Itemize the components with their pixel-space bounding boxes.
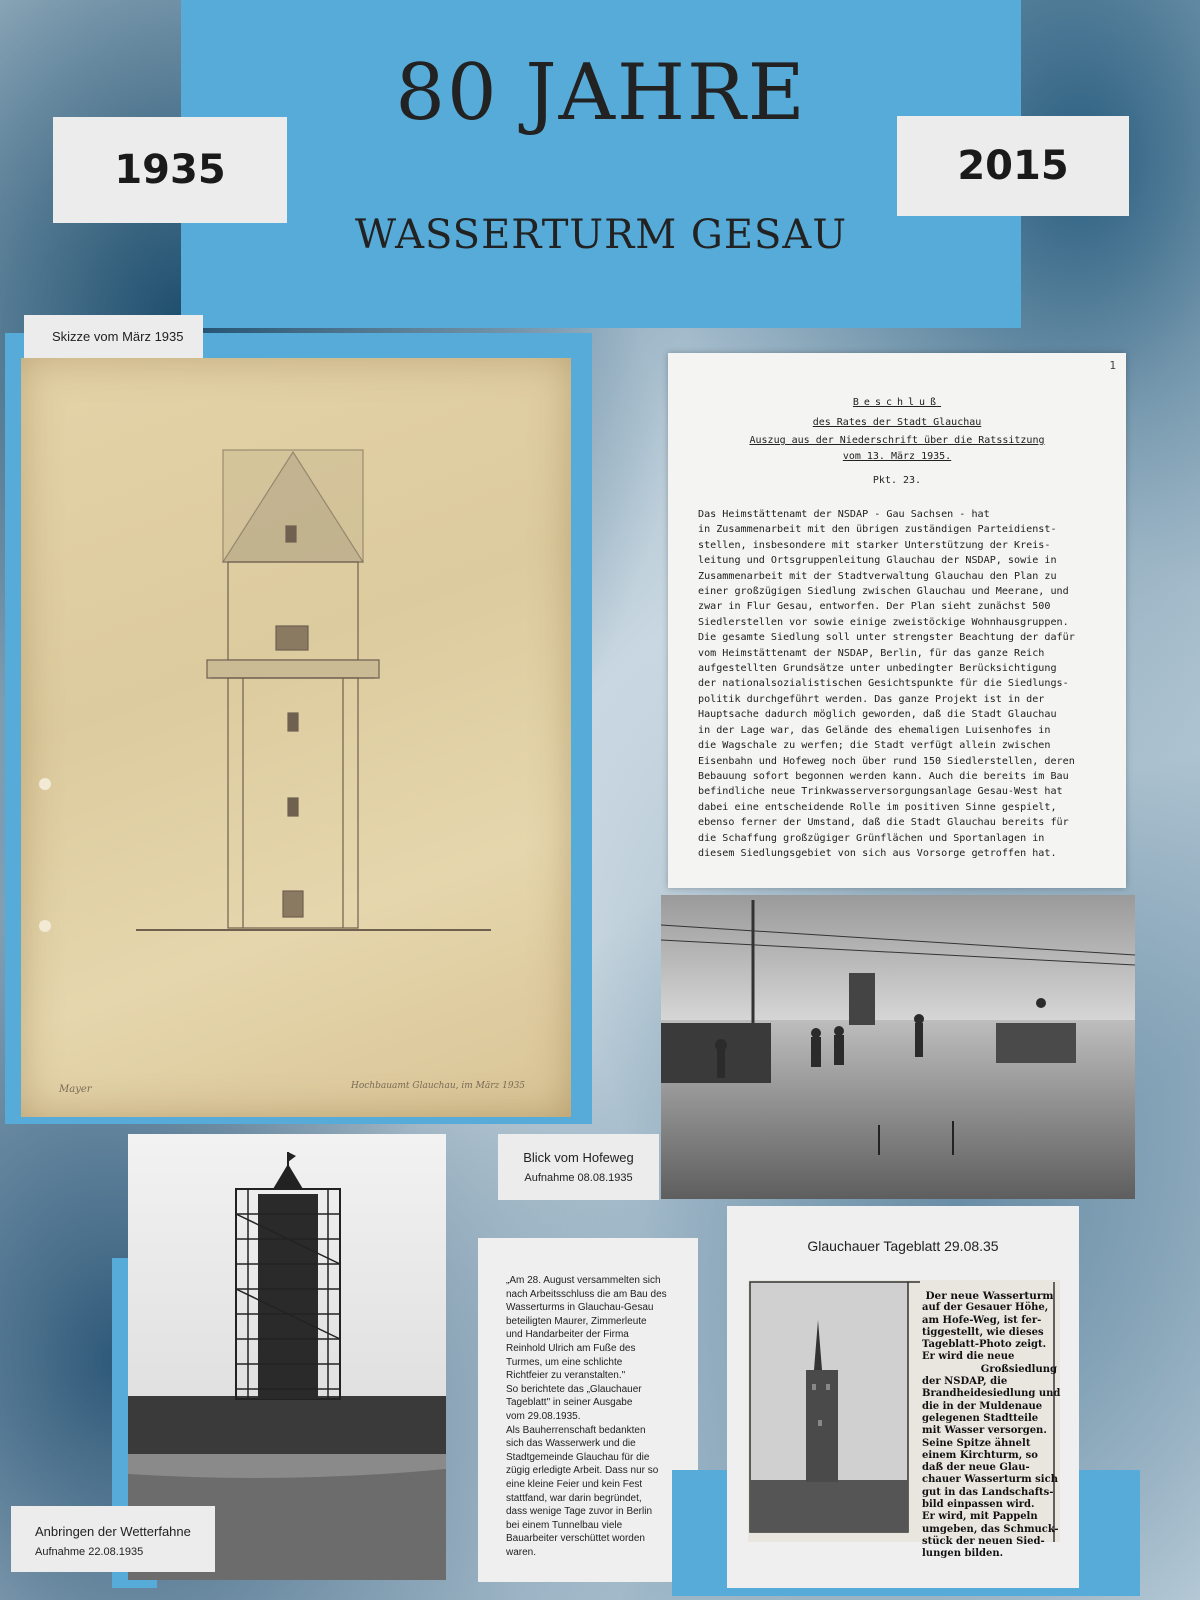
quote-card <box>478 1238 698 1582</box>
quote-line: Tageblatt" in seiner Ausgabe <box>506 1397 633 1409</box>
quote-line: „Am 28. August versammelten sich <box>506 1275 661 1286</box>
council-document <box>668 353 1126 888</box>
document-line: Das Heimstättenamt der NSDAP - Gau Sachsen - hat <box>698 509 990 520</box>
page-number: 1 <box>1109 359 1116 372</box>
document-line: der nationalsozialistischen Gesichtspunkte für die Siedlungs- <box>698 678 1069 690</box>
svg-text:Mayer: Mayer <box>59 1084 92 1095</box>
wetterfahne-caption-title: Anbringen der Wetterfahne <box>35 1524 191 1539</box>
wetterfahne-caption-date: Aufnahme 22.08.1935 <box>35 1546 144 1558</box>
document-body <box>698 507 1108 861</box>
quote-line: So berichtete das „Glauchauer <box>506 1383 642 1395</box>
document-line: die Schaffung großzügiger Grünflächen und Sportanlagen in <box>698 832 1045 844</box>
document-heading: Beschluß <box>852 397 942 408</box>
quote-line: bei einem Tunnelbau viele <box>506 1519 623 1531</box>
document-line: leitung und Ortsgruppenleitung Glauchau der NSDAP, sowie in <box>698 555 1057 567</box>
tageblatt-line: einem Kirchturm, so <box>922 1449 1038 1461</box>
punch-hole <box>39 920 51 932</box>
quote-line: sich das Wasserwerk und die <box>506 1438 636 1450</box>
document-line: Bebauung sofort begonnen werden kann. Auch die bereits im Bau <box>698 770 1069 782</box>
sketch-drawing <box>21 358 571 1117</box>
document-extract-line2: vom 13. März 1935. <box>842 451 952 462</box>
tageblatt-line: mit Wasser versorgen. <box>922 1425 1047 1437</box>
document-line: aufgestellten Grundsätze unter unbedingter Berücksichtigung <box>698 663 1057 675</box>
poster-title: 80 JAHRE <box>395 48 807 138</box>
quote-line: Wasserturms in Glauchau-Gesau <box>506 1302 654 1314</box>
hofeweg-caption <box>498 1134 659 1200</box>
year-end-card: 2015 <box>897 116 1129 216</box>
quote-line: Stadtgemeinde Glauchau für die <box>506 1451 650 1463</box>
document-point: Pkt. 23. <box>872 475 922 486</box>
document-extract-line1: Auszug aus der Niederschrift über die Ratssitzung <box>749 435 1045 446</box>
document-line: Eisenbahn und Hofeweg noch über rund 150 Siedlerstellen, deren <box>698 755 1075 767</box>
tageblatt-line: Er wird, mit Pappeln <box>922 1511 1038 1523</box>
tageblatt-line: gelegenen Stadtteile <box>922 1412 1039 1424</box>
document-line: diesem Siedlungsgebiet von sich aus Vorsorge getroffen hat. <box>698 847 1057 859</box>
quote-line: Turmes, um eine schlichte <box>506 1356 623 1368</box>
tageblatt-line: Großsiedlung <box>980 1363 1057 1375</box>
tageblatt-line: die in der Muldenaue <box>922 1400 1043 1412</box>
tageblatt-line: auf der Gesauer Höhe, <box>922 1302 1049 1314</box>
document-line: die Wagschale zu werfen; die Stadt verfügt allein zwischen <box>698 740 1051 752</box>
water-tower-sketch <box>21 358 571 1117</box>
tageblatt-line: bild einpassen wird. <box>922 1499 1035 1511</box>
document-line: ebenso ferner der Umstand, daß die Stadt Glauchau bereits für <box>698 817 1069 829</box>
document-line: politik durchgeführt werden. Das ganze Projekt ist in der <box>698 693 1045 705</box>
document-subheading: des Rates der Stadt Glauchau <box>812 417 982 428</box>
hofeweg-caption-date: Aufnahme 08.08.1935 <box>524 1172 633 1184</box>
hofeweg-photo <box>661 895 1135 1199</box>
sketch-caption: Skizze vom März 1935 <box>24 315 203 358</box>
tageblatt-line: der NSDAP, die <box>922 1376 1008 1388</box>
document-line: Siedlerstellen vor sowie einige zweistöckige Wohnhausgruppen. <box>698 616 1069 628</box>
quote-line: zügig erledigte Arbeit. Dass nur so <box>506 1465 659 1477</box>
tageblatt-headline: Der neue Wasserturm <box>925 1290 1054 1302</box>
quote-line: beteiligten Maurer, Zimmerleute <box>506 1315 647 1327</box>
document-line: in der Lage war, das Gelände des ehemaligen Luisenhofes in <box>698 724 1051 736</box>
tageblatt-line: stück der neuen Sied- <box>922 1535 1045 1547</box>
quote-line: waren. <box>506 1546 537 1558</box>
tageblatt-line: am Hofe-Weg, ist fer- <box>922 1314 1042 1326</box>
document-line: stellen, insbesondere mit starker Unterstützung der Kreis- <box>698 539 1051 551</box>
quote-line: Richtfeier zu veranstalten." <box>506 1370 626 1382</box>
document-line: Hauptsache dadurch möglich geworden, daß die Stadt Glauchau <box>698 709 1057 721</box>
tageblatt-line: Tageblatt-Photo zeigt. <box>922 1339 1047 1351</box>
quote-line: nach Arbeitsschluss die am Bau des <box>506 1288 667 1300</box>
poster-subtitle: WASSERTURM GESAU <box>354 212 848 258</box>
document-line: dabei eine entscheidende Rolle im positiven Sinne gespielt, <box>698 801 1057 813</box>
year-start-card: 1935 <box>53 117 287 223</box>
document-line: Zusammenarbeit mit der Stadtverwaltung Glauchau den Plan zu <box>698 570 1057 582</box>
quote-line: eine kleine Feier und kein Fest <box>506 1478 643 1490</box>
quote-line: dass wenige Tage zuvor in Berlin <box>506 1506 653 1518</box>
document-line: befindliche neue Trinkwasserversorgungsanlage Gesau-West hat <box>698 786 1063 798</box>
quote-line: Als Bauherrenschaft bedankten <box>506 1424 646 1436</box>
quote-line: vom 29.08.1935. <box>506 1410 581 1422</box>
quote-line: stattfand, war darin begründet, <box>506 1492 642 1504</box>
tageblatt-line: Seine Spitze ähnelt <box>922 1437 1031 1449</box>
punch-hole <box>39 778 51 790</box>
tageblatt-line: daß der neue Glau- <box>922 1462 1030 1474</box>
quote-line: Bauarbeiter verschüttet worden <box>506 1533 645 1545</box>
tageblatt-line: Er wird die neue <box>922 1351 1015 1363</box>
wetterfahne-caption <box>11 1506 215 1572</box>
svg-text:Hochbauamt Glauchau, im März 1: Hochbauamt Glauchau, im März 1935 <box>351 1081 526 1091</box>
document-line: zwar in Flur Gesau, entworfen. Der Plan sieht zunächst 500 <box>698 601 1051 613</box>
tageblatt-line: umgeben, das Schmuck- <box>922 1523 1059 1535</box>
tageblatt-line: Brandheidesiedlung und <box>922 1388 1061 1400</box>
tageblatt-article <box>922 1290 1061 1561</box>
document-line: vom Heimstättenamt der NSDAP, Berlin, für das ganze Reich <box>698 647 1045 659</box>
tageblatt-title: Glauchauer Tageblatt 29.08.35 <box>807 1238 999 1254</box>
document-line: einer großzügigen Siedlung zwischen Glauchau und Meerane, und <box>698 586 1069 598</box>
tageblatt-line: gut in das Landschafts- <box>922 1486 1054 1498</box>
tageblatt-line: tiggestellt, wie dieses <box>922 1326 1044 1338</box>
document-line: Die gesamte Siedlung soll unter strengster Beachtung der dafür <box>698 632 1075 644</box>
hofeweg-caption-title: Blick vom Hofeweg <box>523 1150 634 1165</box>
tageblatt-line: lungen bilden. <box>922 1548 1004 1560</box>
quote-line: und Handarbeiter der Firma <box>506 1329 629 1341</box>
document-line: in Zusammenarbeit mit den übrigen zuständigen Parteidienst- <box>698 524 1057 536</box>
tageblatt-line: chauer Wasserturm sich <box>922 1474 1058 1486</box>
quote-line: Reinhold Ulrich am Fuße des <box>506 1342 636 1354</box>
